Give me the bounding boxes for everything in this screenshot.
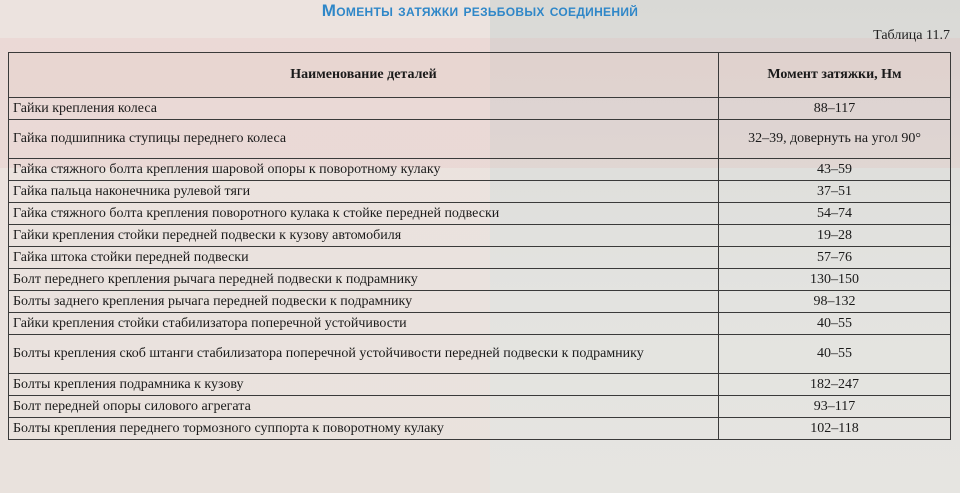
part-name-cell: Болты крепления скоб штанги стабилизатора поперечной устойчивости передней подвески к подрамнику — [9, 335, 719, 374]
table-row — [9, 269, 951, 291]
table-row — [9, 374, 951, 396]
part-name-cell: Гайка пальца наконечника рулевой тяги — [9, 181, 719, 203]
torque-cell: 40–55 — [719, 313, 951, 335]
table-row — [9, 247, 951, 269]
torque-table — [8, 52, 951, 440]
torque-cell: 32–39, довернуть на угол 90° — [719, 120, 951, 159]
torque-cell: 54–74 — [719, 203, 951, 225]
table-row — [9, 181, 951, 203]
part-name-cell: Болты заднего крепления рычага передней подвески к подрамнику — [9, 291, 719, 313]
table-header-row — [9, 53, 951, 98]
table-row — [9, 98, 951, 120]
table-row — [9, 396, 951, 418]
part-name-cell: Болт передней опоры силового агрегата — [9, 396, 719, 418]
torque-cell: 43–59 — [719, 159, 951, 181]
table-row — [9, 203, 951, 225]
part-name-cell: Гайка стяжного болта крепления шаровой опоры к поворотному кулаку — [9, 159, 719, 181]
torque-cell: 98–132 — [719, 291, 951, 313]
part-name-cell: Гайки крепления колеса — [9, 98, 719, 120]
part-name-cell: Болт переднего крепления рычага передней подвески к подрамнику — [9, 269, 719, 291]
header-part-name: Наименование деталей — [9, 53, 719, 98]
page-title: Моменты затяжки резьбовых соединений — [321, 1, 639, 20]
part-name-cell: Гайка подшипника ступицы переднего колеса — [9, 120, 719, 159]
part-name-cell: Гайка стяжного болта крепления поворотного кулака к стойке передней подвески — [9, 203, 719, 225]
part-name-cell: Болты крепления переднего тормозного суппорта к поворотному кулаку — [9, 418, 719, 440]
torque-cell: 37–51 — [719, 181, 951, 203]
torque-cell: 57–76 — [719, 247, 951, 269]
table-number: Таблица 11.7 — [873, 28, 950, 43]
torque-cell: 40–55 — [719, 335, 951, 374]
torque-cell: 130–150 — [719, 269, 951, 291]
part-name-cell: Гайка штока стойки передней подвески — [9, 247, 719, 269]
table-row — [9, 418, 951, 440]
table-row — [9, 291, 951, 313]
part-name-cell: Гайки крепления стойки стабилизатора поперечной устойчивости — [9, 313, 719, 335]
header-torque: Момент затяжки, Нм — [719, 53, 951, 98]
table-row — [9, 225, 951, 247]
part-name-cell: Болты крепления подрамника к кузову — [9, 374, 719, 396]
table-row — [9, 335, 951, 374]
torque-cell: 93–117 — [719, 396, 951, 418]
table-row — [9, 313, 951, 335]
torque-cell: 88–117 — [719, 98, 951, 120]
torque-cell: 102–118 — [719, 418, 951, 440]
torque-cell: 19–28 — [719, 225, 951, 247]
part-name-cell: Гайки крепления стойки передней подвески к кузову автомобиля — [9, 225, 719, 247]
torque-cell: 182–247 — [719, 374, 951, 396]
table-row — [9, 120, 951, 159]
table-row — [9, 159, 951, 181]
